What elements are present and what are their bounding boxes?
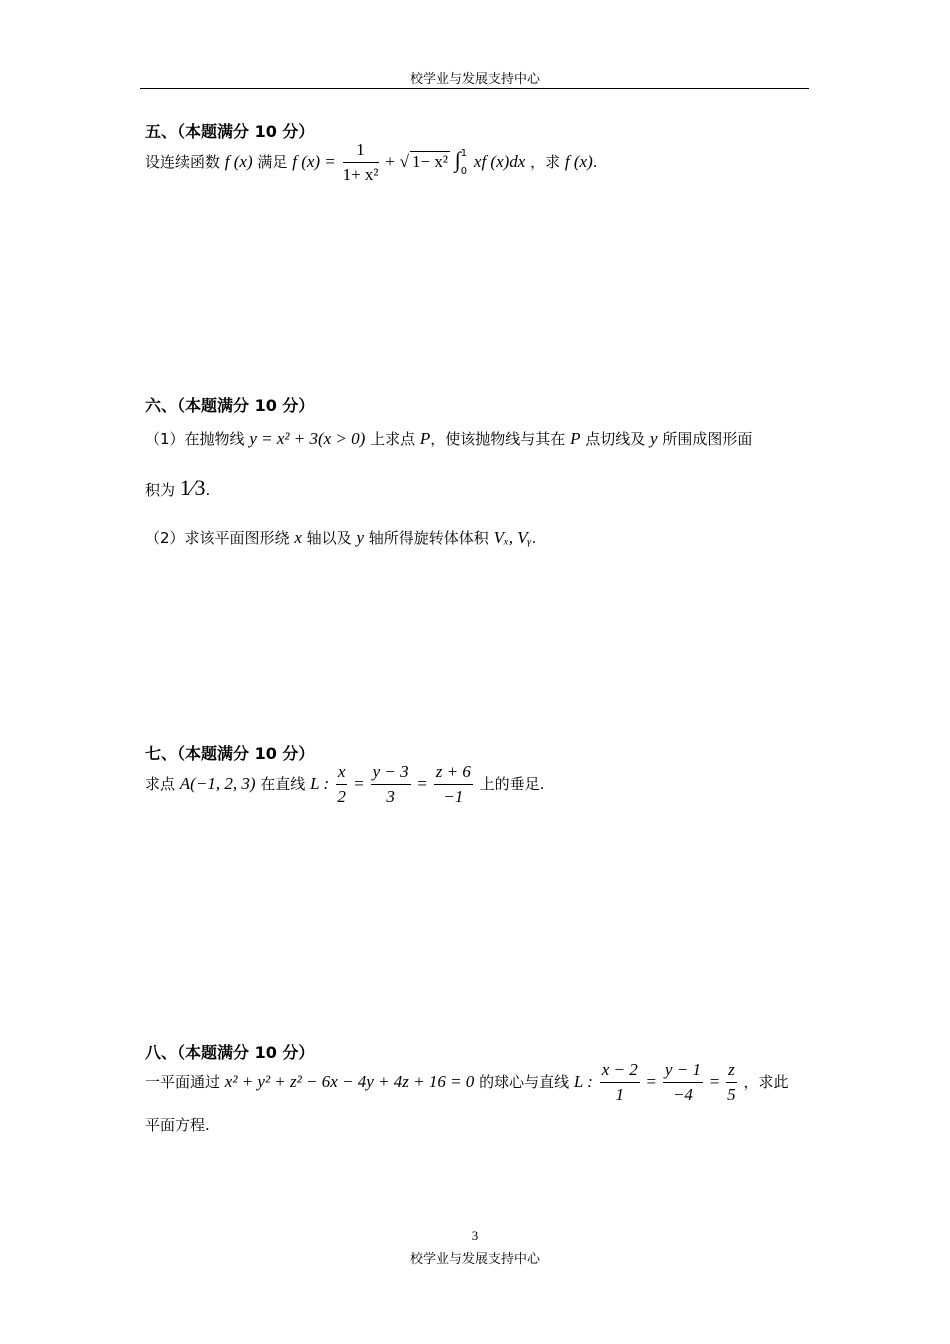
- q7-title: 七、（本题满分 10 分）: [145, 744, 315, 763]
- q7-f2-num: y − 3: [371, 762, 411, 785]
- q5-int-lower: 0: [460, 165, 468, 177]
- q5-text-d: .: [592, 153, 598, 171]
- q5-title: 五、（本题满分 10 分）: [145, 122, 315, 141]
- q5-radical: √ 1− x²: [399, 152, 448, 171]
- q7-eq-1: =: [354, 774, 364, 793]
- q7-text-a: 求点: [145, 775, 176, 793]
- q8-text-b: 的球心与直线: [479, 1073, 570, 1091]
- q8-text-c: ，求此: [743, 1073, 789, 1091]
- q5-fraction: [343, 140, 379, 185]
- q8-f2-num: y − 1: [663, 1060, 703, 1083]
- q6-p2-text2: 轴以及: [306, 529, 352, 547]
- q7-f3-num: z + 6: [434, 762, 473, 785]
- q6-part2: [145, 527, 536, 548]
- q5-int-upper: 1: [460, 147, 468, 159]
- q8-sphere: x² + y² + z² − 6x − 4y + 4z + 16 = 0: [224, 1072, 475, 1091]
- q5-text-b: 满足: [257, 153, 288, 171]
- q7-frac-3: [434, 762, 473, 807]
- q6-title: 六、（本题满分 10 分）: [145, 396, 315, 415]
- q8-f1-num: x − 2: [600, 1060, 640, 1083]
- q6-p2-V: Vₓ, Vᵧ: [493, 528, 532, 547]
- q5-frac-den: 1+ x²: [342, 165, 379, 184]
- q8-L: L :: [573, 1072, 593, 1091]
- q7-f3-den: −1: [443, 787, 464, 806]
- page-footer: 校学业与发展支持中心: [409, 1252, 540, 1267]
- q7-L: L :: [310, 774, 330, 793]
- q5-fx-2: f (x): [564, 152, 593, 171]
- q8-eq-2: =: [709, 1072, 720, 1091]
- q6-p1b-end: .: [205, 481, 211, 499]
- q6-p2-text3: 轴所得旋转体体积: [368, 529, 489, 547]
- q6-p1-text3: 点切线及: [585, 430, 646, 448]
- q7-body: [145, 762, 544, 807]
- q8-title: 八、（本题满分 10 分）: [145, 1043, 315, 1062]
- q5-text-c: ，求: [530, 153, 561, 171]
- q7-frac-1: [336, 762, 348, 807]
- q5-integral: ∫: [454, 147, 461, 172]
- q8-text-a: 一平面通过: [145, 1073, 221, 1091]
- header-rule: [140, 88, 809, 89]
- q8-frac-3: [726, 1060, 737, 1105]
- q6-p1-P: P: [419, 429, 431, 448]
- q8-body: [145, 1060, 789, 1105]
- q7-text-b: 在直线: [260, 775, 306, 793]
- q6-p1-eq: y = x² + 3(x > 0): [249, 429, 366, 448]
- q5-lhs: f (x) =: [292, 152, 336, 171]
- q7-eq-2: =: [417, 774, 428, 793]
- q5-plus: +: [385, 152, 395, 171]
- q5-text-a: 设连续函数: [145, 153, 221, 171]
- q6-p2-y: y: [356, 528, 364, 547]
- q8-body-cont: 平面方程.: [145, 1116, 210, 1134]
- q7-f1-num: x: [336, 762, 348, 785]
- q6-p1-text2: ，使该抛物线与其在: [430, 430, 566, 448]
- q5-frac-num: 1: [343, 140, 379, 163]
- q6-p2-end: .: [531, 529, 537, 547]
- q8-f3-num: z: [726, 1060, 737, 1083]
- q6-p1-mid: 上求点: [370, 430, 416, 448]
- q7-text-c: 上的垂足.: [479, 775, 545, 793]
- q5-sqrt: 1− x²: [412, 152, 448, 171]
- q8-f2-den: −4: [672, 1085, 693, 1104]
- q7-frac-2: [371, 762, 411, 807]
- page-header: 校学业与发展支持中心: [409, 72, 540, 87]
- q6-part1-cont: [145, 475, 210, 501]
- q6-part1: [145, 428, 752, 449]
- q5-limits: [461, 145, 467, 181]
- q8-f3-den: 5: [727, 1085, 736, 1104]
- q6-p1-P2: P: [570, 429, 581, 448]
- q7-f1-den: 2: [337, 787, 346, 806]
- q6-p2-label: （2）求该平面图形绕: [145, 529, 290, 547]
- q7-f2-den: 3: [386, 787, 395, 806]
- q7-point: A(−1, 2, 3): [179, 774, 256, 793]
- q8-f1-den: 1: [615, 1085, 624, 1104]
- q6-p1-y: y: [650, 429, 658, 448]
- q6-p1b-text: 积为: [145, 481, 176, 499]
- q8-frac-1: [600, 1060, 640, 1105]
- q5-fx: f (x): [224, 152, 253, 171]
- q6-p2-x: x: [294, 528, 302, 547]
- q6-p1-label: （1）在抛物线: [145, 430, 245, 448]
- q6-p1-text4: 所围成图形面: [662, 430, 753, 448]
- q8-frac-2: [663, 1060, 703, 1105]
- page-number: 3: [471, 1228, 479, 1243]
- q5-integrand: xf (x)dx: [473, 152, 526, 171]
- q5-body: [145, 140, 598, 185]
- q6-p1b-frac: 1⁄3: [179, 475, 206, 500]
- q8-eq-1: =: [646, 1072, 657, 1091]
